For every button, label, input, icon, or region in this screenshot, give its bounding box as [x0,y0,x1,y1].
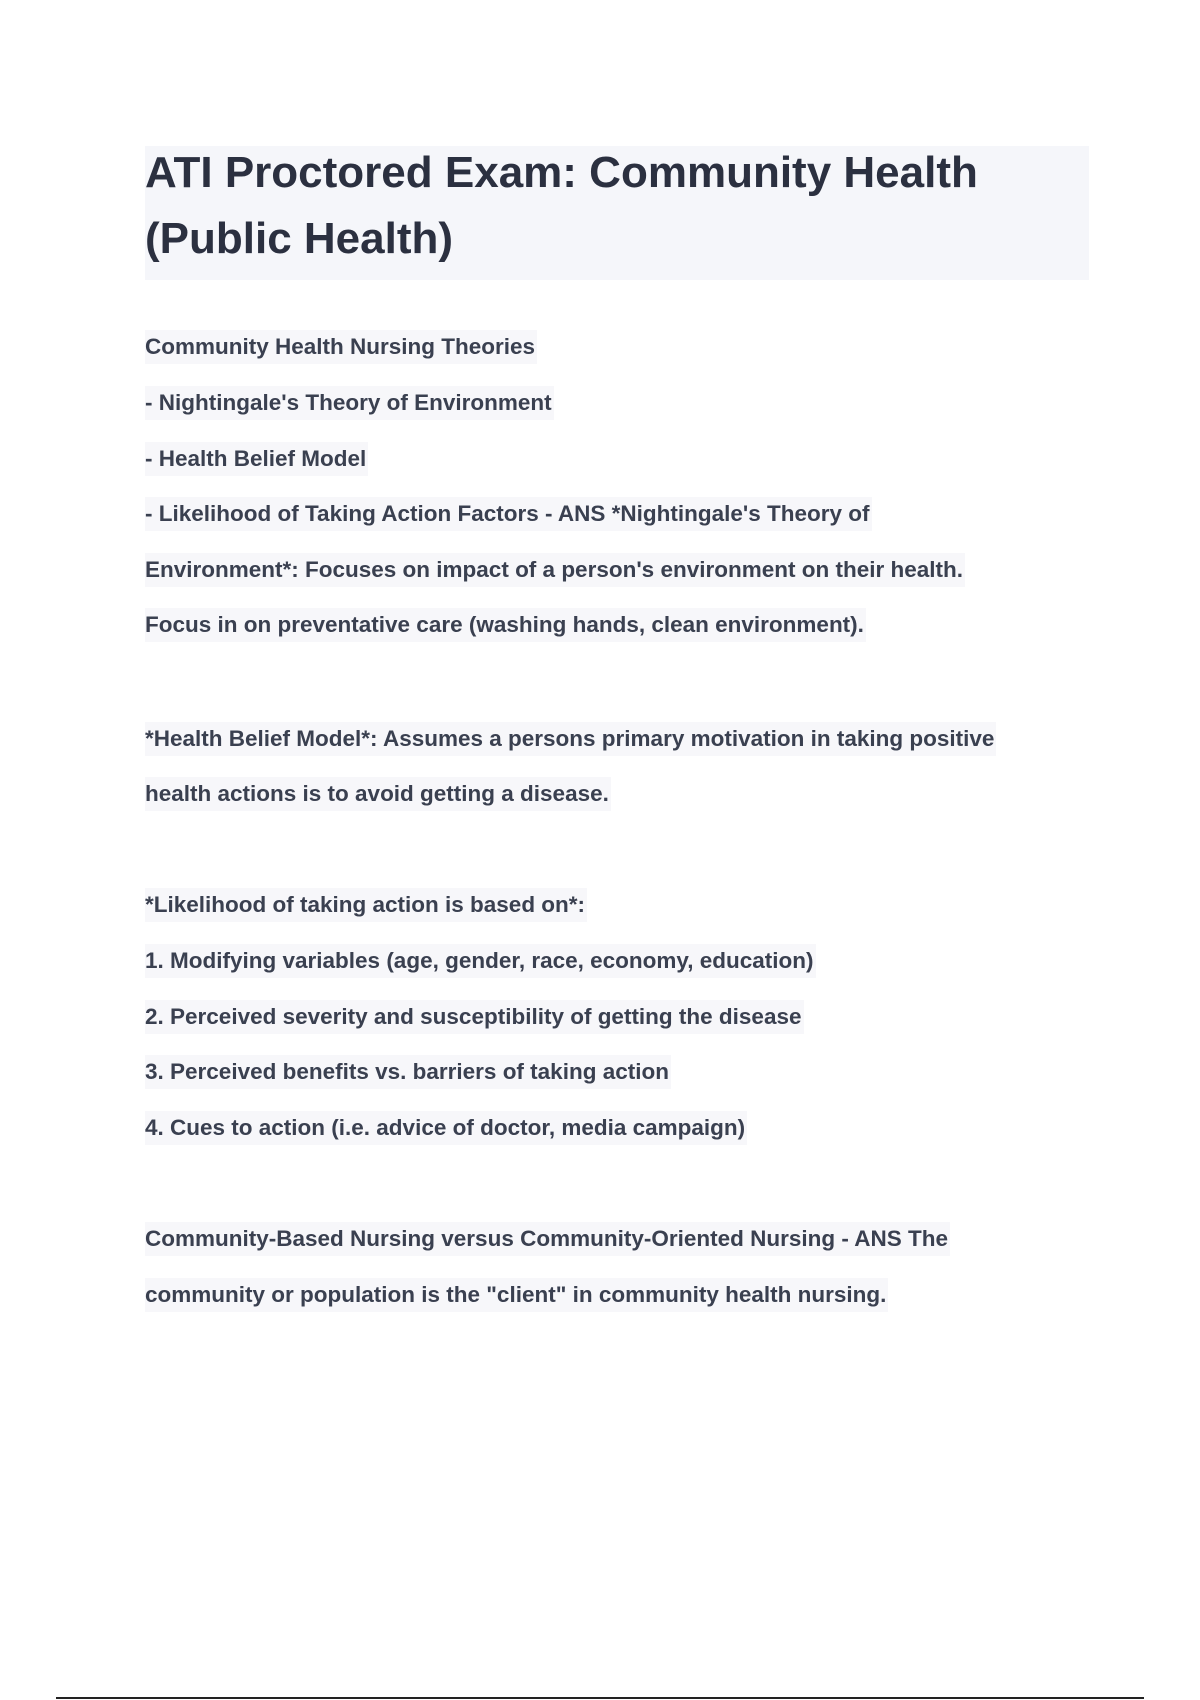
list-item: 4. Cues to action (i.e. advice of doctor, media campaign) [145,1111,747,1145]
list-item: 3. Perceived benefits vs. barriers of taking action [145,1055,671,1089]
page-title-line-1: ATI Proctored Exam: Community Health [145,148,978,197]
list-item: - Likelihood of Taking Action Factors - ANS *Nightingale's Theory of [145,497,872,531]
list-item: - Health Belief Model [145,442,368,476]
list-item: 2. Perceived severity and susceptibility of getting the disease [145,1000,804,1034]
answer-text: *Health Belief Model*: Assumes a persons primary motivation in taking positive [145,722,996,756]
question-text: Community-Based Nursing versus Community-Oriented Nursing - ANS The [145,1222,950,1256]
answer-text: *Likelihood of taking action is based on*: [145,888,587,922]
section-heading-theories: Community Health Nursing Theories [145,330,537,364]
answer-text: Environment*: Focuses on impact of a person's environment on their health. [145,553,965,587]
list-item: - Nightingale's Theory of Environment [145,386,554,420]
answer-text: health actions is to avoid getting a disease. [145,777,611,811]
page-title-line-2: (Public Health) [145,214,454,263]
answer-text: community or population is the "client" in community health nursing. [145,1278,888,1312]
list-item: 1. Modifying variables (age, gender, race, economy, education) [145,944,816,978]
answer-text: Focus in on preventative care (washing hands, clean environment). [145,608,866,642]
footer-divider [56,1697,1144,1699]
